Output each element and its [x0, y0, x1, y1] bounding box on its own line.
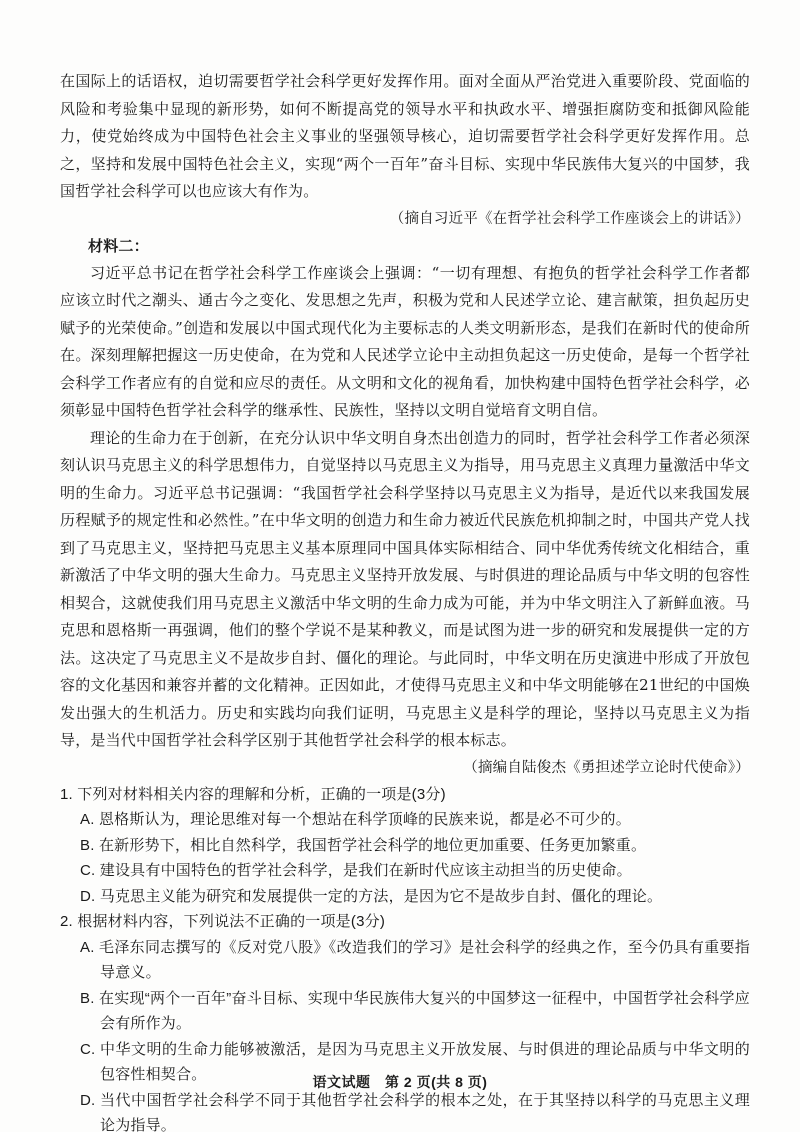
option-c[interactable] — [60, 858, 750, 884]
option-b[interactable] — [60, 833, 750, 859]
material1-source: （摘自习近平《在哲学社会科学工作座谈会上的讲话》） — [389, 210, 750, 227]
option-text: B. 在实现“两个一百年”奋斗目标、实现中华民族伟大复兴的中国梦这一征程中，中国哲学社会科学应会有所作为。 — [80, 989, 750, 1032]
material2-paragraph-1: 习近平总书记在哲学社会科学工作座谈会上强调：“一切有理想、有抱负的哲学社会科学工作者都应该立时代之潮头、通古今之变化、发思想之先声，积极为党和人民述学立论、建言献策，担负起历史赋予的光荣使命。”创造和发展以中国式现代化为主要标志的人类文明新形态，是我们在新时代的使命所在。深刻理解把握这一历史使命，在为党和人民述学立论中主动担负起这一历史使命，是每一个哲学社会科学工作者应有的自觉和应尽的责任。从文明和文化的视角看，加快构建中国特色哲学社会科学，必须彰显中国特色哲学社会科学的继承性、民族性，坚持以文明自觉培育文明自信。 — [60, 263, 750, 419]
option-text: D. 马克思主义能为研究和发展提供一定的方法，是因为它不是故步自封、僵化的理论。 — [80, 887, 663, 905]
question-stem: 2. 根据材料内容，下列说法不正确的一项是(3分) — [60, 913, 386, 930]
option-text: C. 中华文明的生命力能够被激活，是因为马克思主义开放发展、与时俱进的理论品质与中华文明的包容性相契合。 — [80, 1040, 750, 1083]
option-a[interactable] — [60, 807, 750, 833]
question-2 — [60, 909, 750, 1139]
material2-label: 材料二： — [88, 236, 149, 255]
option-d[interactable] — [60, 884, 750, 910]
option-d[interactable] — [60, 1088, 750, 1139]
option-text: D. 当代中国哲学社会科学不同于其他哲学社会科学的根本之处，在于其坚持以科学的马克思主义理论为指导。 — [80, 1091, 750, 1134]
option-text: C. 建设具有中国特色的哲学社会科学，是我们在新时代应该主动担当的历史使命。 — [80, 862, 632, 879]
material2-paragraph-2: 理论的生命力在于创新，在充分认识中华文明自身杰出创造力的同时，哲学社会科学工作者必须深刻认识马克思主义的科学思想伟力，自觉坚持以马克思主义为指导，用马克思主义真理力量激活中华文明的生命力。习近平总书记强调：“我国哲学社会科学坚持以马克思主义为指导，是近代以来我国发展历程赋予的规定性和必然性。”在中华文明的创造力和生命力被近代民族危机抑制之时，中国共产党人找到了马克思主义，坚持把马克思主义基本原理同中国具体实际相结合、同中华优秀传统文化相结合，重新激活了中华文明的强大生命力。马克思主义坚持开放发展、与时俱进的理论品质与中华文明的包容性相契合，这就使我们用马克思主义激活中华文明的生命力成为可能，并为中华文明注入了新鲜血液。马克思和恩格斯一再强调，他们的整个学说不是某种教义，而是试图为进一步的研究和发展提供一定的方法。这决定了马克思主义不是故步自封、僵化的理论。与此同时，中华文明在历史演进中形成了开放包容的文化基因和兼容并蓄的文化精神。正因如此，才使得马克思主义和中华文明能够在21世纪的中国焕发出强大的生机活力。历史和实践均向我们证明，马克思主义是科学的理论，坚持以马克思主义为指导，是当代中国哲学社会科学区别于其他哲学社会科学的根本标志。 — [60, 428, 750, 749]
material2-source: （摘编自陆俊杰《勇担述学立论时代使命》） — [463, 759, 750, 776]
option-text: B. 在新形势下，相比自然科学，我国哲学社会科学的地位更加重要、任务更加繁重。 — [80, 836, 647, 854]
page-content — [60, 68, 750, 1139]
question-stem: 1. 下列对材料相关内容的理解和分析，正确的一项是(3分) — [60, 785, 446, 803]
page-footer: 语文试题 第 2 页(共 8 页) — [312, 1074, 488, 1090]
option-text: A. 毛泽东同志撰写的《反对党八股》《改造我们的学习》是社会科学的经典之作，至今仍具有重要指导意义。 — [80, 938, 750, 981]
option-a[interactable] — [60, 935, 750, 986]
option-text: A. 恩格斯认为，理论思维对每一个想站在科学顶峰的民族来说，都是必不可少的。 — [80, 811, 631, 828]
option-b[interactable] — [60, 986, 750, 1037]
material1-tail-paragraph: 在国际上的话语权，迫切需要哲学社会科学更好发挥作用。面对全面从严治党进入重要阶段、党面临的风险和考验集中显现的新形势，如何不断提高党的领导水平和执政水平、增强拒腐防变和抵御风险能力，使党始终成为中国特色社会主义事业的坚强领导核心，迫切需要哲学社会科学更好发挥作用。总之，坚持和发展中国特色社会主义，实现“两个一百年”奋斗目标、实现中华民族伟大复兴的中国梦，我国哲学社会科学可以也应该大有作为。 — [60, 72, 750, 200]
question-1 — [60, 782, 750, 910]
